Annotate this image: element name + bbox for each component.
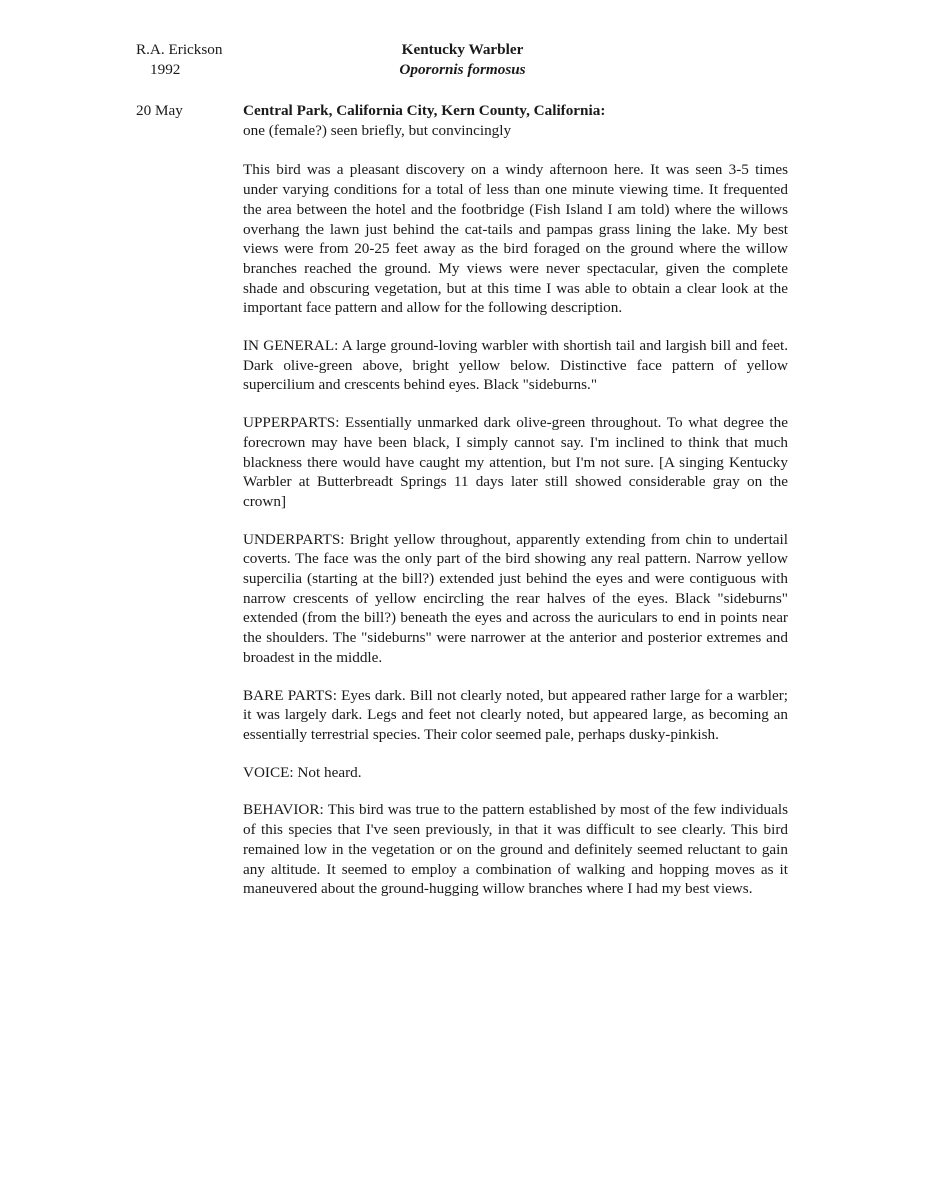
species-common-name: Kentucky Warbler [401, 41, 524, 58]
sighting-summary: one (female?) seen briefly, but convincingly [243, 121, 512, 139]
species-scientific-name: Oporornis formosus [399, 61, 526, 78]
record-header [243, 101, 788, 140]
author-block [136, 40, 246, 80]
record-date: 20 May [136, 102, 183, 119]
paragraph-bare-parts: BARE PARTS: Eyes dark. Bill not clearly noted, but appeared rather large for a warbler; it was largely dark. Legs and feet not clearly noted, but appeared large, as becoming an essentially terrestrial species. Their color seemed pale, perhaps dusky-pinkish. [243, 686, 788, 743]
author-name: R.A. Erickson [136, 41, 223, 58]
paragraph-upperparts: UPPERPARTS: Essentially unmarked dark olive-green throughout. To what degree the forecrown may have been black, I simply cannot say. I'm inclined to think that much blackness there would have caught my attention, but I'm not sure. [A singing Kentucky Warbler at Butterbreadt Springs 11 days later still showed considerable gray on the crown] [243, 414, 788, 510]
paragraph-voice: VOICE: Not heard. [243, 763, 362, 781]
record-body [243, 101, 788, 917]
year: 1992 [150, 61, 181, 78]
title-block [290, 40, 635, 80]
paragraph-intro: This bird was a pleasant discovery on a windy afternoon here. It was seen 3-5 times under varying conditions for a total of less than one minute viewing time. It frequented the area between the hotel and the footbridge (Fish Island I am told) where the willows overhang the lawn just behind the cat-tails and pampas grass lining the lake. My best views were from 20-25 feet away as the bird foraged on the ground where the willow branches reached the ground. My views were never spectacular, given the complete shade and obscuring vegetation, but at this time I was able to obtain a clear look at the important face pattern and allow for the following description. [243, 161, 788, 317]
paragraph-in-general: IN GENERAL: A large ground-loving warbler with shortish tail and largish bill and feet. Dark olive-green above, bright yellow below. Distinctive face pattern of yellow supercilium and crescents behind eyes. Black "sideburns." [243, 337, 788, 394]
paragraph-underparts: UNDERPARTS: Bright yellow throughout, apparently extending from chin to undertail coverts. The face was the only part of the bird showing any real pattern. Narrow yellow supercilia (starting at the bill?) extended just behind the eyes and were contiguous with narrow crescents of yellow encircling the rear halves of the eyes. Black "sideburns" extended (from the bill?) beneath the eyes and across the auriculars to end in points near the shoulders. The "sideburns" were narrower at the anterior and posterior extremes and broadest in the middle. [243, 530, 788, 666]
location: Central Park, California City, Kern County, California: [243, 102, 606, 119]
paragraph-behavior: BEHAVIOR: This bird was true to the pattern established by most of the few individuals of this species that I've seen previously, in that it was difficult to see clearly. This bird remained low in the vegetation or on the ground and definitely seemed reluctant to gain any altitude. It seemed to employ a combination of walking and hopping moves as it maneuvered about the ground-hugging willow branches where I had my best views. [243, 801, 788, 898]
